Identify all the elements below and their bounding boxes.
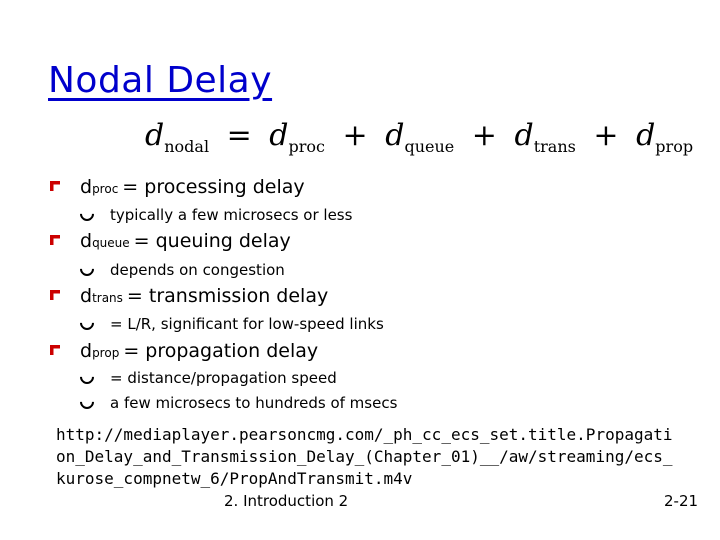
bullet-text: = queuing delay (133, 230, 291, 252)
formula-term-proc-sub: proc (288, 137, 325, 156)
bullet-marker-icon (50, 290, 60, 300)
subbullet-marker-icon (77, 259, 97, 279)
bullet-main: d (80, 285, 93, 307)
subbullet-text: a few microsecs to hundreds of msecs (110, 394, 398, 412)
footer-page-number: 2-21 (664, 492, 699, 510)
subbullet-marker-icon (77, 313, 97, 333)
formula-term-prop: d (636, 118, 656, 153)
formula-lhs: d (145, 118, 165, 153)
bullet-text: = transmission delay (126, 285, 329, 307)
formula-plus: + (342, 118, 368, 153)
formula-equals: = (226, 118, 252, 153)
bullet-marker-icon (50, 345, 60, 355)
subbullet-text: depends on congestion (110, 261, 285, 279)
slide-title: Nodal Delay (48, 60, 273, 101)
formula-term-trans: d (514, 118, 534, 153)
formula-term-queue-sub: queue (404, 137, 455, 156)
bullet-queue (50, 230, 291, 252)
subbullet-text: = distance/propagation speed (110, 369, 337, 387)
subbullet-marker-icon (77, 204, 97, 224)
bullet-marker-icon (50, 235, 60, 245)
bullet-marker-icon (50, 181, 60, 191)
nodal-delay-formula (145, 118, 693, 156)
bullet-sub: prop (92, 346, 120, 360)
bullet-main: d (80, 176, 93, 198)
bullet-text: = propagation delay (123, 340, 319, 362)
bullet-main: d (80, 230, 93, 252)
video-link[interactable]: http://mediaplayer.pearsoncmg.com/_ph_cc_ecs_set.title.Propagation_Delay_and_Transmission_Delay_(Chapter_01)__/aw/streaming/ecs_kurose_compnetw_6/PropAndTransmit.m4v (56, 425, 673, 488)
subbullet-prop-1 (80, 369, 337, 387)
bullet-sub: trans (92, 291, 123, 305)
subbullet-trans (80, 315, 384, 333)
formula-term-prop-sub: prop (655, 137, 694, 156)
bullet-main: d (80, 340, 93, 362)
bullet-trans (50, 285, 328, 307)
subbullet-proc (80, 206, 352, 224)
formula-plus: + (471, 118, 497, 153)
bullet-sub: proc (92, 182, 119, 196)
subbullet-prop-2 (80, 394, 397, 412)
subbullet-marker-icon (77, 367, 97, 387)
bullet-prop (50, 340, 318, 362)
bullet-proc (50, 176, 305, 198)
formula-term-trans-sub: trans (533, 137, 576, 156)
subbullet-text: typically a few microsecs or less (110, 206, 353, 224)
formula-plus: + (593, 118, 619, 153)
bullet-text: = processing delay (122, 176, 305, 198)
bullet-sub: queue (92, 236, 130, 250)
formula-lhs-sub: nodal (164, 137, 210, 156)
subbullet-queue (80, 261, 285, 279)
subbullet-marker-icon (77, 392, 97, 412)
formula-term-queue: d (385, 118, 405, 153)
formula-term-proc: d (269, 118, 289, 153)
footer-section: 2. Introduction 2 (224, 492, 349, 510)
subbullet-text: = L/R, significant for low-speed links (110, 315, 384, 333)
